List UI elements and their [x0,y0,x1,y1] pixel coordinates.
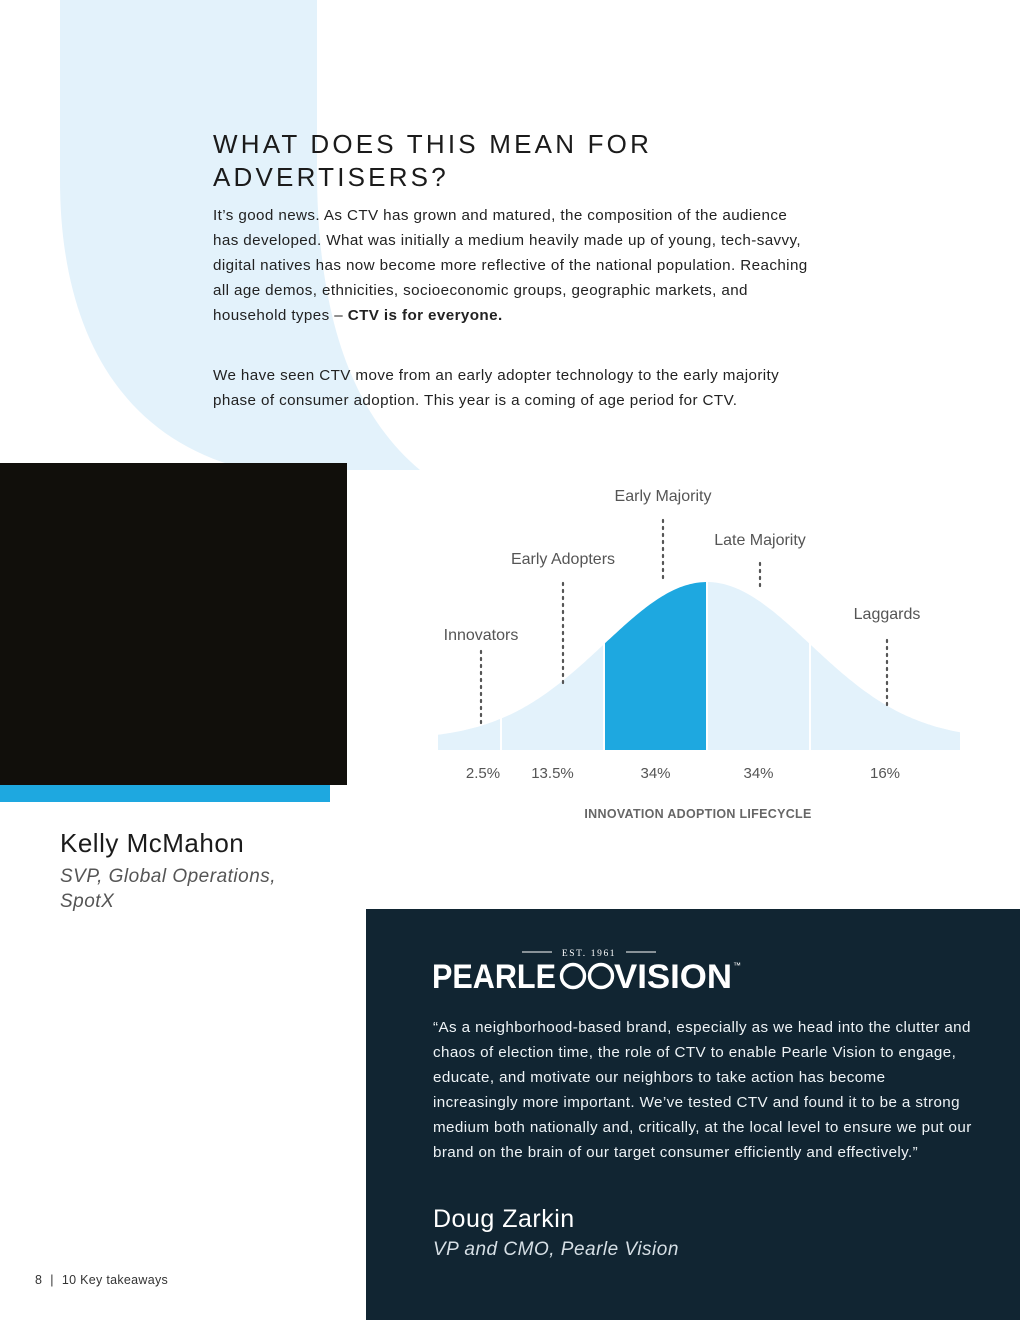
chart-value-label: 16% [869,765,901,782]
logo-brand-right: VISION [614,958,732,994]
adoption-lifecycle-chart [420,485,980,835]
chart-value-label: 34% [743,765,774,782]
chart-area-early-majority [604,582,707,750]
chart-title: INNOVATION ADOPTION LIFECYCLE [584,807,812,821]
chart-value-label: 2.5% [465,765,501,782]
author-role: SVP, Global Operations, SpotX [60,866,277,912]
logo-est-text: EST. 1961 [561,949,617,959]
chart-area-laggards [810,644,960,750]
chart-category-label: Late Majority [714,532,806,549]
chart-category-label: Early Majority [614,488,712,505]
chart-value-label: 34% [640,765,671,782]
logo-brand-left: PEARLE [432,958,556,994]
page-title: WHAT DOES THIS MEAN FOR ADVERTISERS? [213,129,653,192]
author-photo [0,463,347,785]
page-footer [35,1273,168,1287]
testimonial-role: VP and CMO, Pearle Vision [433,1239,679,1260]
intro-paragraph [213,203,813,328]
eyeglasses-icon [562,965,613,988]
testimonial-name: Doug Zarkin [433,1205,575,1233]
testimonial-quote: “As a neighborhood-based brand, especially as we head into the clutter and chaos of election time, the role of CTV to enable Pearle Vision to engage, educate, and motivate our neighbors to take action has become increasingly more important. We’ve tested CTV and found it to be a strong medium both nationally and, critically, at the local level to ensure we put our brand on the brain of our target consumer efficiently and effectively.” [433,1019,972,1161]
page-number: 8 [35,1273,43,1287]
pearle-vision-logo [430,944,750,994]
chart-category-label: Laggards [853,606,921,623]
footer-separator: | [50,1273,54,1287]
chart-category-label: Innovators [443,627,519,644]
chart-category-label: Early Adopters [510,551,616,568]
photo-accent-bar [0,785,330,802]
chart-area-late-majority [707,582,810,750]
chart-value-label: 13.5% [531,765,574,782]
chart-area-early-adopters [501,644,604,750]
chart-area-innovators [438,719,501,750]
footer-section-title: 10 Key takeaways [61,1273,169,1287]
adoption-paragraph: We have seen CTV move from an early adopter technology to the early majority phase of consumer adoption. This year is a coming of age period for CTV. [213,367,780,409]
logo-trademark: ™ [733,961,741,970]
author-name: Kelly McMahon [60,828,245,858]
intro-paragraph-emphasis: CTV is for everyone. [347,307,503,324]
intro-paragraph-text: It’s good news. As CTV has grown and matured, the composition of the audience has developed. What was initially a medium heavily made up of young, tech-savvy, digital natives has now become more reflective of the national population. Reaching all age demos, ethnicities, socioeconomic groups, geographic markets, and household types – [213,207,808,324]
